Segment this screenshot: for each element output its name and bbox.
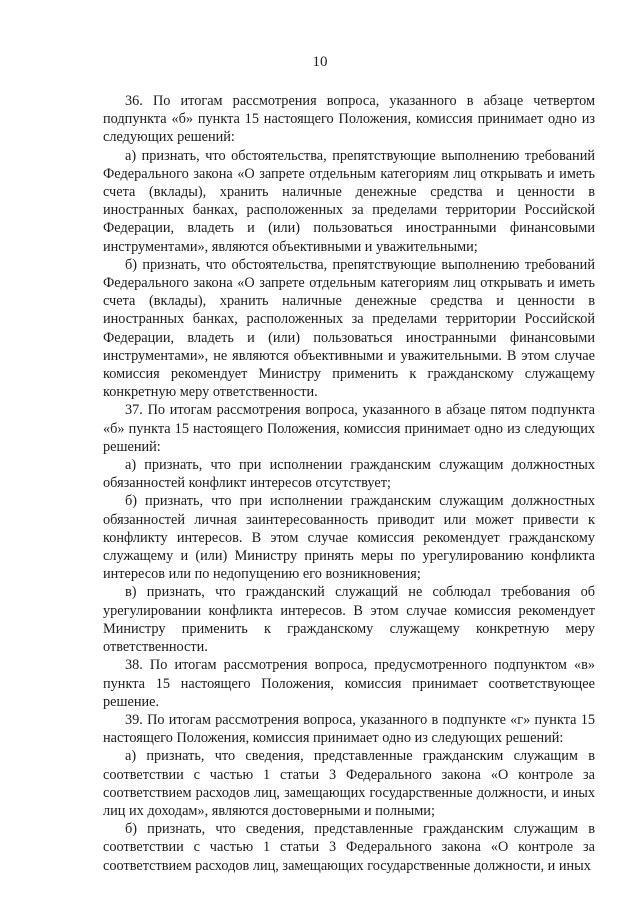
document-body [103, 92, 595, 875]
paragraph-36-b: б) признать, что обстоятельства, препятствующие выполнению требований Федерального закона «О запрете отдельным категориям лиц открывать и иметь счета (вклады), хранить наличные денежные средства и ценности в иностранных банках, расположенных за пределами территории Российской Федерации, владеть и (или) пользоваться иностранными финансовыми инструментами», не являются объективными и уважительными. В этом случае комиссия рекомендует Министру применить к гражданскому служащему конкретную меру ответственности. [103, 256, 595, 401]
paragraph-37-c: в) признать, что гражданский служащий не соблюдал требования об урегулировании конфликта интересов. В этом случае комиссия рекомендует Министру применить к гражданскому служащему конкретную меру ответственности. [103, 584, 595, 656]
paragraph-38: 38. По итогам рассмотрения вопроса, предусмотренного подпунктом «в» пункта 15 настоящего Положения, комиссия принимает соответствующее решение. [103, 657, 595, 710]
paragraph-37-b: б) признать, что при исполнении гражданским служащим должностных обязанностей личная заинтересованность приводит или может привести к конфликту интересов. В этом случае комиссия рекомендует гражданскому служащему и (или) Министру принять меры по урегулированию конфликта интересов или по недопущению его возникновения; [103, 493, 595, 583]
paragraph-39-b: б) признать, что сведения, представленные гражданским служащим в соответствии с частью 1 статьи 3 Федерального закона «О контроле за соответствием расходов лиц, замещающих государственные должности, и иных [103, 821, 595, 874]
page-number: 10 [312, 54, 328, 70]
paragraph-39: 39. По итогам рассмотрения вопроса, указанного в подпункте «г» пункта 15 настоящего Положения, комиссия принимает одно из следующих решений: [103, 711, 595, 747]
paragraph-37-a: а) признать, что при исполнении гражданским служащим должностных обязанностей конфликт интересов отсутствует; [103, 457, 595, 492]
paragraph-39-a: а) признать, что сведения, представленные гражданским служащим в соответствии с частью 1 статьи 3 Федерального закона «О контроле за соответствием расходов лиц, замещающих государственные должности, и иных лиц их доходам», являются достоверными и полными; [103, 748, 595, 819]
paragraph-37: 37. По итогам рассмотрения вопроса, указанного в абзаце пятом подпункта «б» пункта 15 настоящего Положения, комиссия принимает одно из следующих решений: [103, 402, 595, 455]
paragraph-36: 36. По итогам рассмотрения вопроса, указанного в абзаце четвертом подпункта «б» пункта 15 настоящего Положения, комиссия принимает одно из следующих решений: [103, 93, 595, 146]
paragraph-36-a: а) признать, что обстоятельства, препятствующие выполнению требований Федерального закона «О запрете отдельным категориям лиц открывать и иметь счета (вклады), хранить наличные денежные средства и ценности в иностранных банках, расположенных за пределами территории Российской Федерации, владеть и (или) пользоваться иностранными финансовыми инструментами», являются объективными и уважительными; [103, 147, 595, 255]
